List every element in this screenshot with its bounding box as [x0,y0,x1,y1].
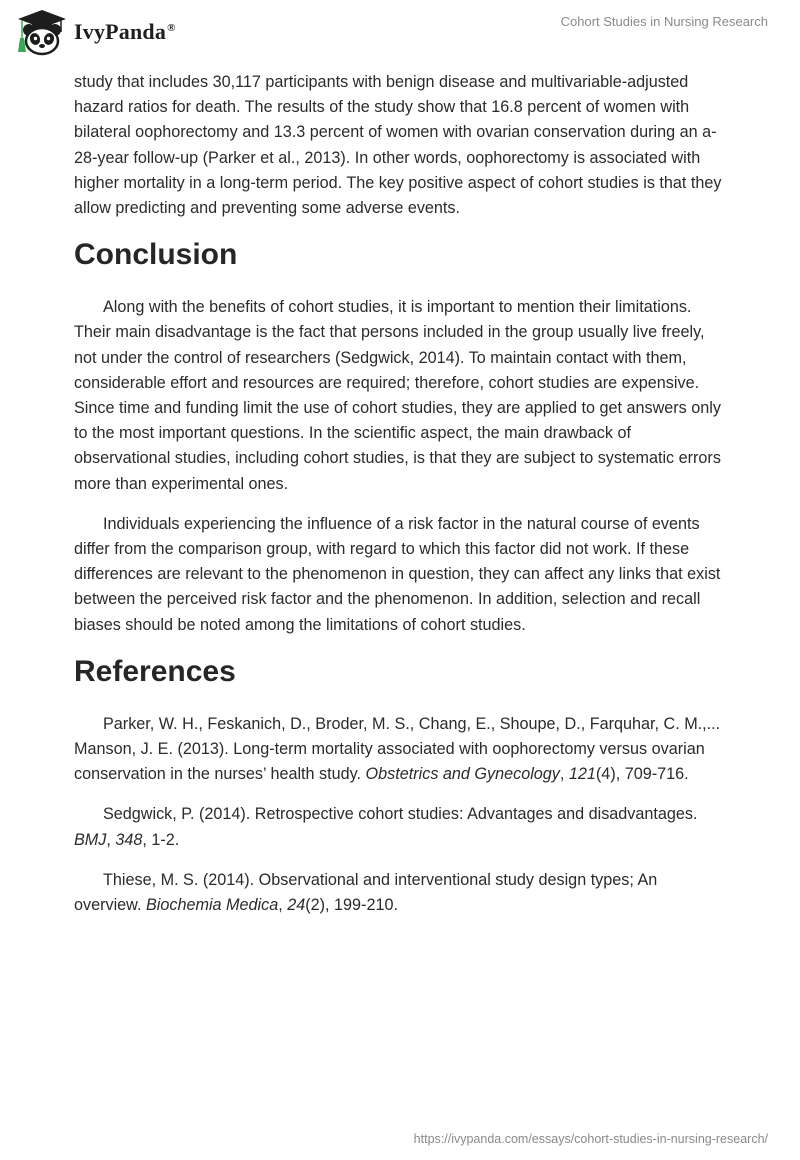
journal-volume: 348 [115,830,143,849]
source-url[interactable]: https://ivypanda.com/essays/cohort-studies-in-nursing-research/ [413,1132,768,1146]
reference-item: Sedgwick, P. (2014). Retrospective cohort studies: Advantages and disadvantages. BMJ, 348, 1-2. [74,805,698,849]
reference-item: Parker, W. H., Feskanich, D., Broder, M. S., Chang, E., Shoupe, D., Farquhar, C. M.,... Manson, J. E. (2013). Long-term mortality associated with oophorectomy versus ovarian conservation in the nurses’ health study. Obstetrics and Gynecology, 121(4), 709-716. [74,714,721,784]
conclusion-paragraph: Individuals experiencing the influence of a risk factor in the natural course of events differ from the comparison group, with regard to which this factor did not work. If these differences are relevant to the phenomenon in question, they can affect any links that exist between the perceived risk factor and the phenomenon. In addition, selection and recall biases should be noted among the limitations of cohort studies. [74,514,721,634]
document-title: Cohort Studies in Nursing Research [560,14,768,29]
ivypanda-logo[interactable] [16,8,176,56]
journal-volume: 24 [287,896,306,915]
page-header [0,0,800,66]
conclusion-paragraph: Along with the benefits of cohort studies, it is important to mention their limitations. Their main disadvantage is the fact that persons included in the group usually live freely, not under the control of researchers (Sedgwick, 2014). To maintain contact with them, considerable effort and resources are required; therefore, cohort studies are expensive. Since time and funding limit the use of cohort studies, they are applied to get answers only to the most important questions. In the scientific aspect, the main drawback of observational studies, including cohort studies, is that they are subject to systematic errors more than experimental ones. [74,298,721,493]
journal-title: Obstetrics and Gynecology [365,765,560,784]
journal-volume: 121 [568,765,596,784]
reference-item: Thiese, M. S. (2014). Observational and interventional study design types; An overview. Biochemia Medica, 24(2), 199-210. [74,870,658,915]
conclusion-heading: Conclusion [74,238,238,272]
journal-title: Biochemia Medica [145,896,279,915]
references-heading: References [74,654,236,688]
essay-body [74,70,724,933]
panda-graduate-icon [16,8,68,56]
intro-paragraph: study that includes 30,117 participants with benign disease and multivariable-adjusted hazard ratios for death. The results of the study show that 16.8 percent of women with bilateral oophorectomy and 13.3 percent of women with ovarian conservation during an a-28-year follow-up (Parker et al., 2013). In other words, oophorectomy is associated with higher mortality in a long-term period. The key positive aspect of cohort studies is that they allow predicting and preventing some adverse events. [74,73,722,218]
journal-title: BMJ [74,830,107,849]
brand-name: IvyPanda® [74,19,176,44]
